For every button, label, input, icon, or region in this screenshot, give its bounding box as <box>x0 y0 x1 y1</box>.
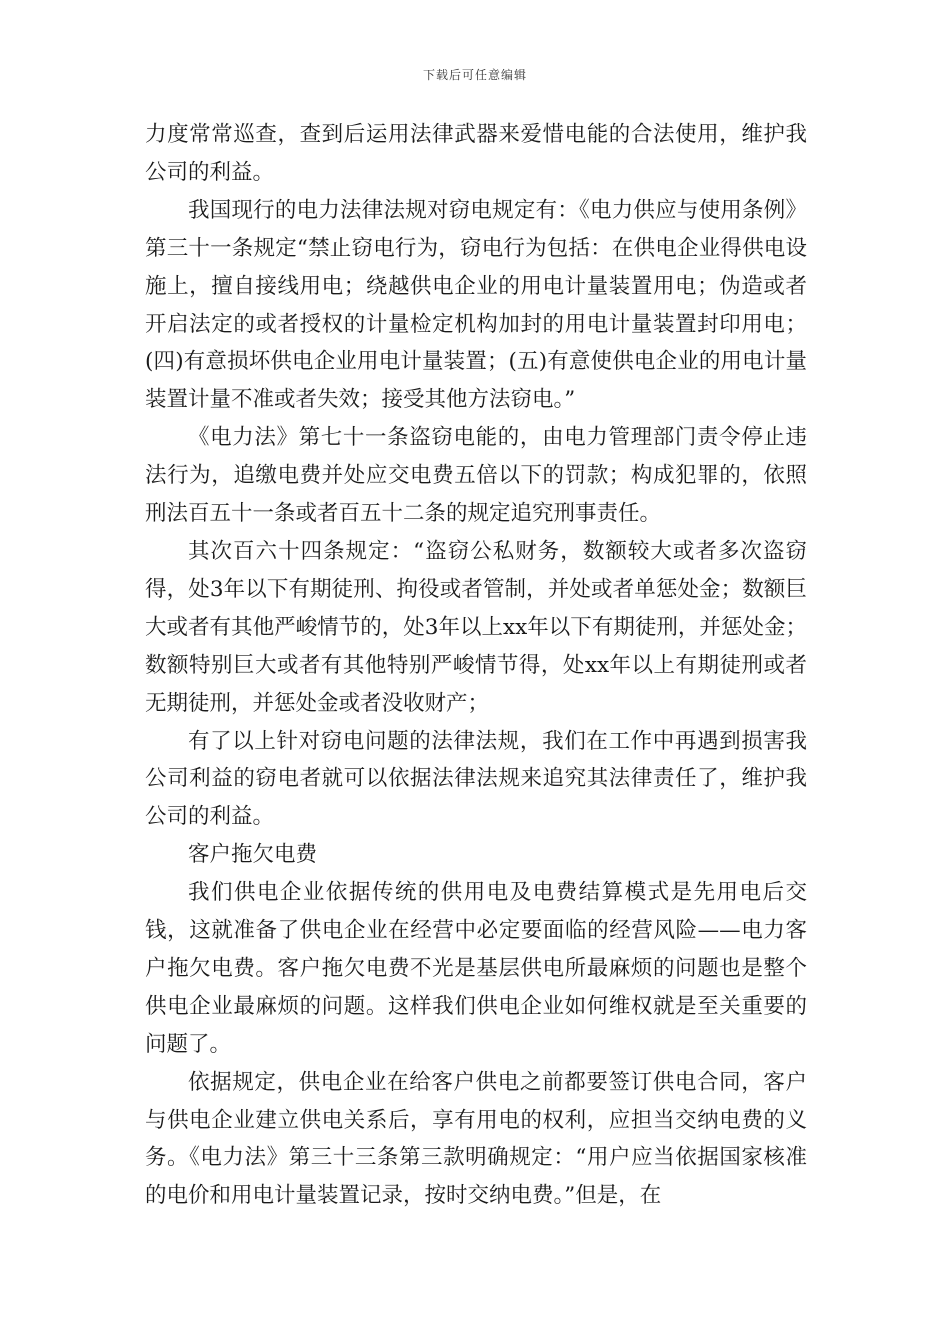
paragraph-6: 我们供电企业依据传统的供用电及电费结算模式是先用电后交钱，这就准备了供电企业在经营中必定要面临的经营风险——电力客户拖欠电费。客户拖欠电费不光是基层供电所最麻烦的问题也是整个供电企业最麻烦的问题。这样我们供电企业如何维权就是至关重要的问题了。 <box>145 880 807 1057</box>
paragraph-1: 力度常常巡查，查到后运用法律武器来爱惜电能的合法使用，维护我公司的利益。 <box>145 122 807 185</box>
paragraph-7: 依据规定，供电企业在给客户供电之前都要签订供电合同，客户与供电企业建立供电关系后，享有用电的权利，应担当交纳电费的义务。《电力法》第三十三条第三款明确规定：“用户应当依据国家核准的电价和用电计量装置记录，按时交纳电费。”但是，在 <box>145 1069 807 1209</box>
paragraph-5: 有了以上针对窃电问题的法律法规，我们在工作中再遇到损害我公司利益的窃电者就可以依据法律法规来追究其法律责任了，维护我公司的利益。 <box>145 728 807 830</box>
document-body <box>145 116 807 1215</box>
header-note: 下载后可任意编辑 <box>422 68 527 82</box>
paragraph-2: 我国现行的电力法律法规对窃电规定有：《电力供应与使用条例》第三十一条规定“禁止窃电行为，窃电行为包括：在供电企业得供电设施上，擅自接线用电；绕越供电企业的用电计量装置用电；伪造或者开启法定的或者授权的计量检定机构加封的用电计量装置封印用电；(四)有意损坏供电企业用电计量装置；(五)有意使供电企业的用电计量装置计量不准或者失效；接受其他方法窃电。” <box>145 197 807 413</box>
paragraph-4: 其次百六十四条规定：“盗窃公私财务，数额较大或者多次盗窃得，处3年以下有期徒刑、拘役或者管制，并处或者单惩处金；数额巨大或者有其他严峻情节的，处3年以上xx年以下有期徒刑，并惩处金；数额特别巨大或者有其他特别严峻情节得，处xx年以上有期徒刑或者无期徒刑，并惩处金或者没收财产； <box>145 538 807 716</box>
section-heading: 客户拖欠电费 <box>188 842 318 868</box>
paragraph-3: 《电力法》第七十一条盗窃电能的，由电力管理部门责令停止违法行为，追缴电费并处应交电费五倍以下的罚款；构成犯罪的，依照刑法百五十一条或者百五十二条的规定追究刑事责任。 <box>145 425 807 527</box>
